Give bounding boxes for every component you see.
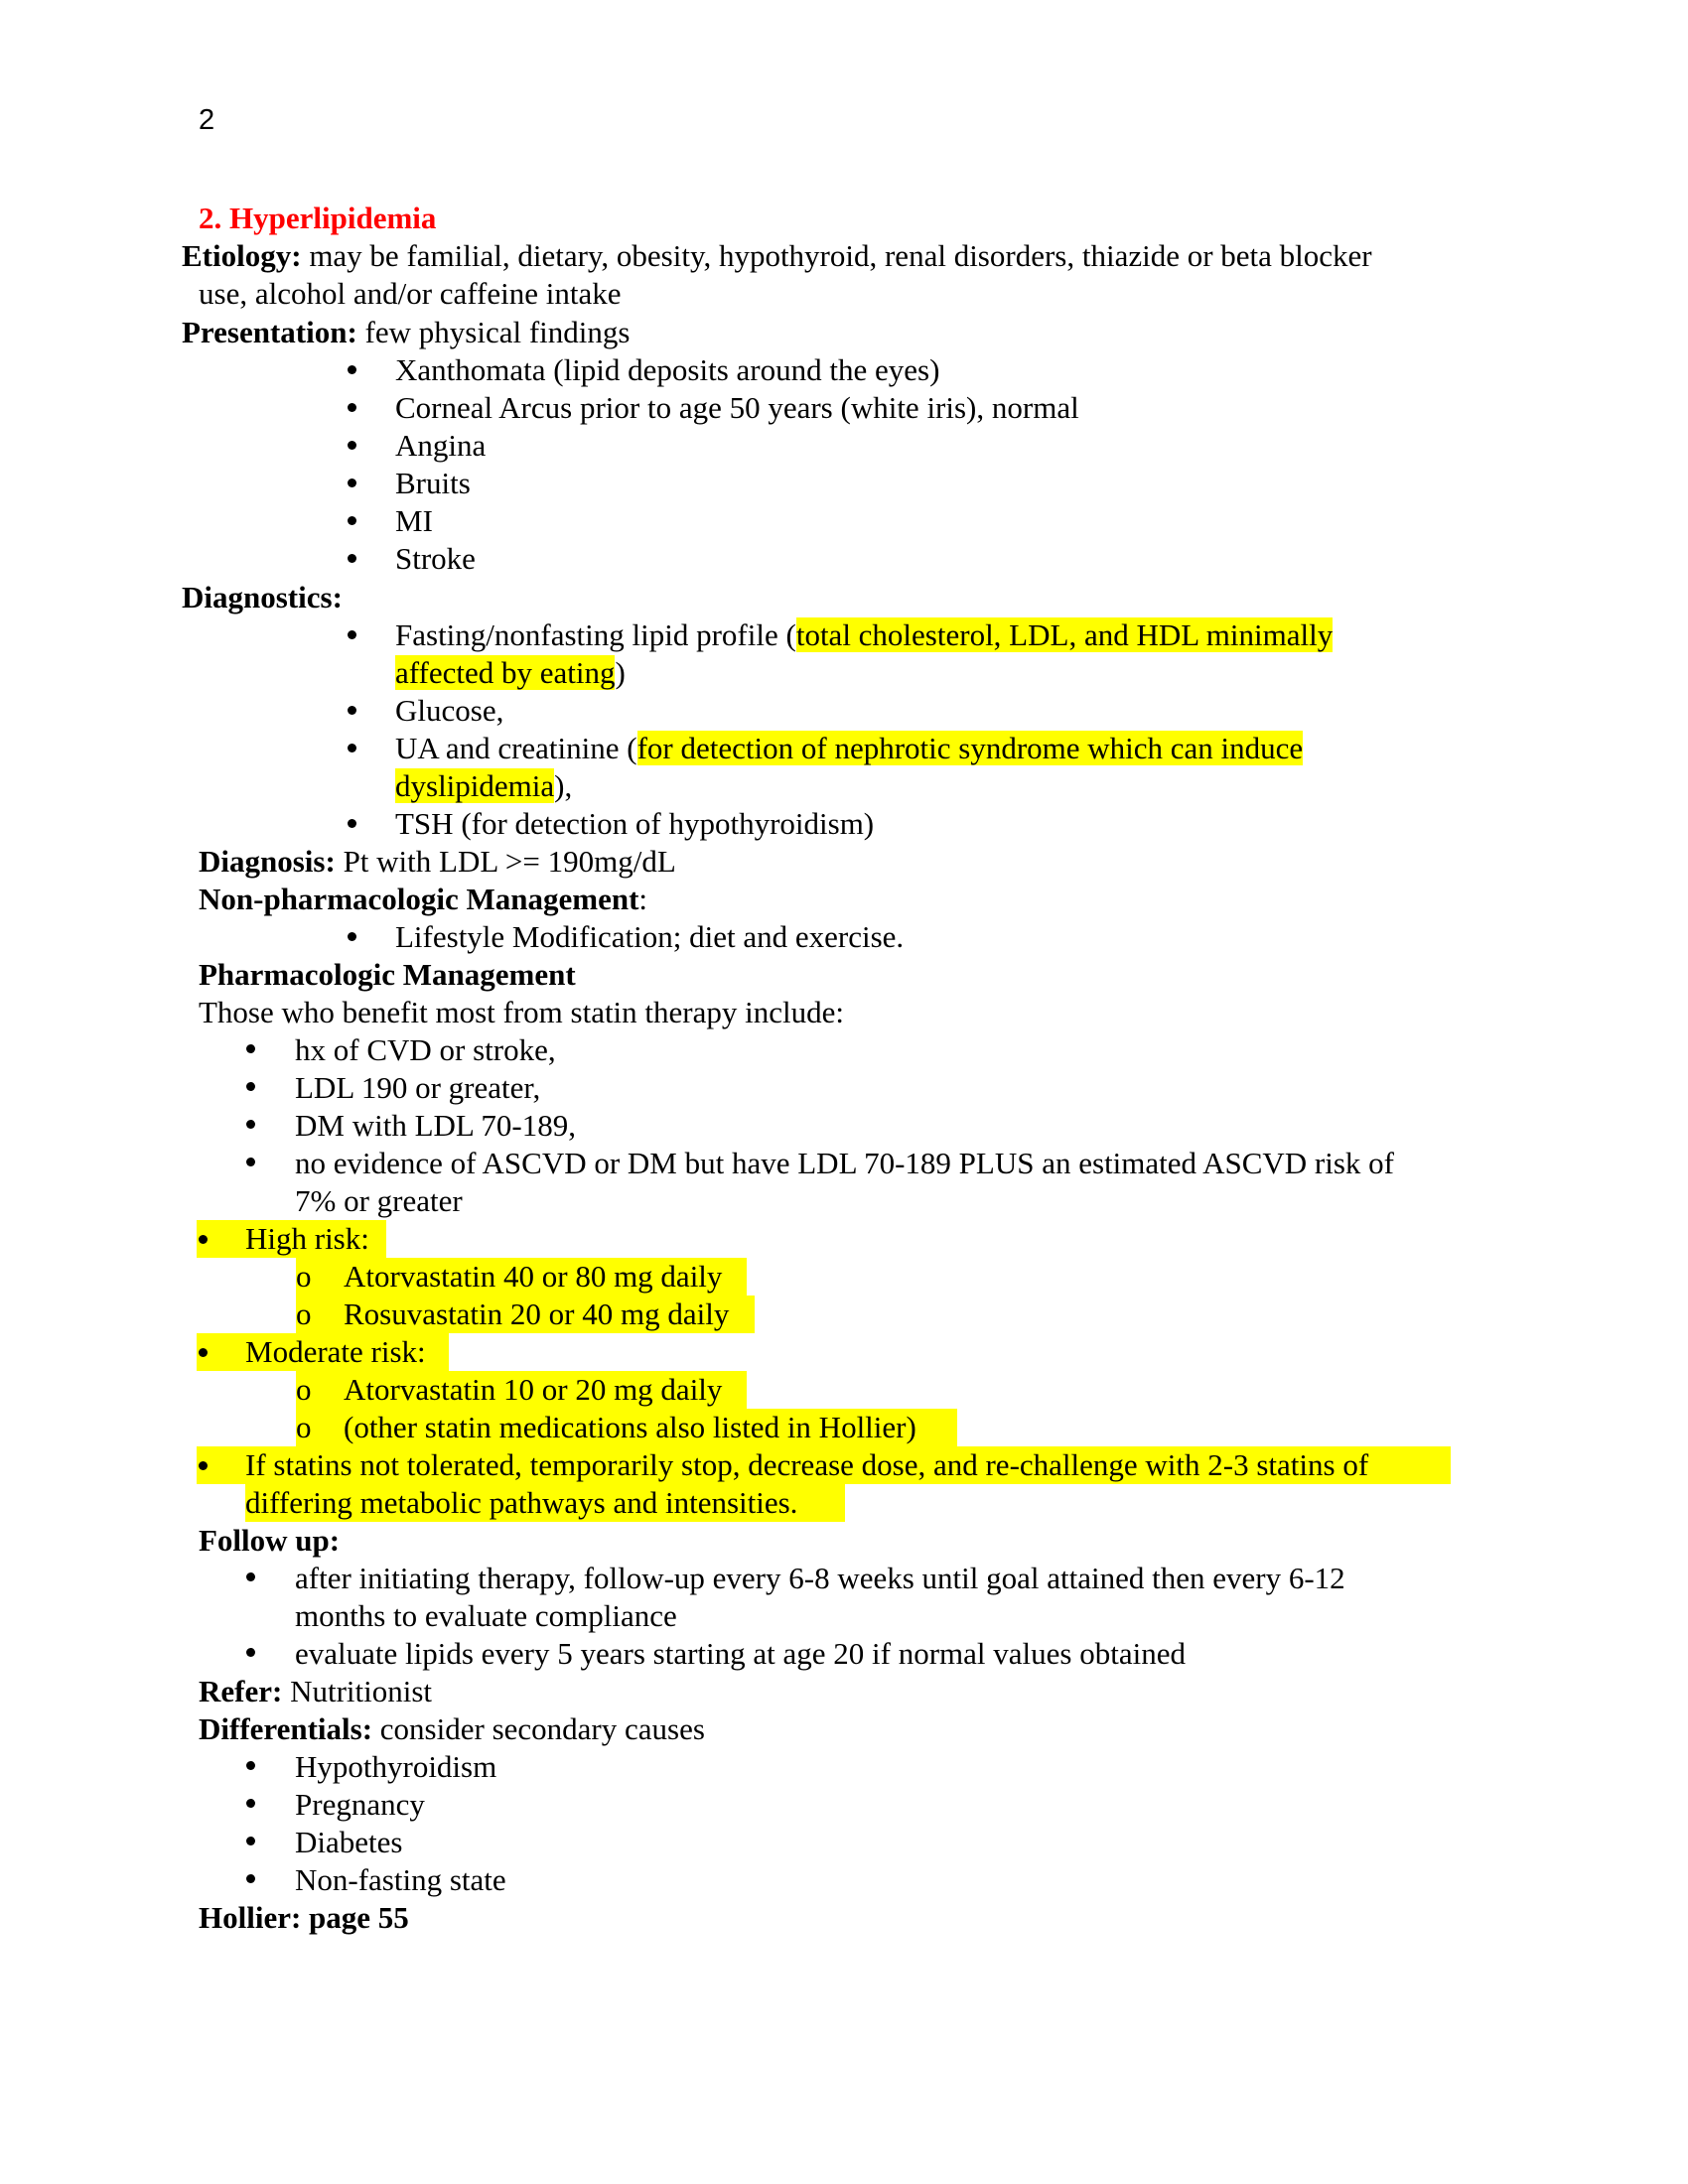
- bullet-icon: [246, 1799, 255, 1808]
- presentation-label: Presentation:: [182, 315, 357, 349]
- sub-bullet-icon: o: [296, 1259, 312, 1294]
- diagnostics-ua-line-2: [395, 767, 572, 805]
- followup-item-2: evaluate lipids every 5 years starting at age 20 if normal values obtained: [295, 1636, 1186, 1671]
- moderate-risk-label: Moderate risk:: [245, 1334, 426, 1369]
- refer-text: Nutritionist: [282, 1674, 433, 1708]
- ua-highlight-2: dyslipidemia: [395, 768, 555, 803]
- nonpharm-item: Lifestyle Modification; diet and exercise.: [395, 919, 905, 954]
- sub-bullet-icon: o: [296, 1410, 312, 1444]
- intolerant-line-2: differing metabolic pathways and intensities.: [245, 1485, 798, 1520]
- bullet-icon: [246, 1572, 255, 1581]
- nonpharm-line: [199, 881, 647, 918]
- bullet-icon: [199, 1461, 208, 1470]
- diagnostics-ua-line-1: [395, 730, 1303, 767]
- diagnosis-label: Diagnosis:: [199, 844, 336, 879]
- high-risk-sub-item: Rosuvastatin 20 or 40 mg daily: [344, 1297, 730, 1331]
- refer-line: [199, 1673, 432, 1710]
- section-title: 2. Hyperlipidemia: [199, 201, 437, 235]
- followup-label: Follow up:: [199, 1523, 341, 1558]
- bullet-icon: [199, 1348, 208, 1357]
- bullet-icon: [246, 1044, 255, 1053]
- lipid-close: ): [615, 655, 626, 690]
- diagnosis-line: [199, 843, 676, 881]
- differentials-line: [199, 1710, 705, 1748]
- differential-item: Diabetes: [295, 1825, 403, 1859]
- diagnostics-lipid-line-2: [395, 654, 626, 692]
- bullet-icon: [246, 1158, 255, 1166]
- bullet-icon: [348, 932, 356, 941]
- bullet-icon: [348, 706, 356, 715]
- sub-bullet-icon: o: [296, 1297, 312, 1331]
- nonpharm-colon: :: [638, 882, 648, 916]
- differentials-text: consider secondary causes: [372, 1711, 705, 1746]
- intolerant-line-1: If statins not tolerated, temporarily stop, decrease dose, and re-challenge with 2-3 statins of: [245, 1447, 1369, 1482]
- bullet-icon: [246, 1761, 255, 1770]
- differential-item: Non-fasting state: [295, 1862, 506, 1897]
- presentation-item: Corneal Arcus prior to age 50 years (white iris), normal: [395, 390, 1079, 425]
- lipid-highlight-2: affected by eating: [395, 655, 616, 690]
- bullet-icon: [348, 441, 356, 450]
- moderate-risk-sub-item: Atorvastatin 10 or 20 mg daily: [344, 1372, 723, 1407]
- refer-label: Refer:: [199, 1674, 283, 1708]
- presentation-text: few physical findings: [356, 315, 631, 349]
- diagnostics-tsh: TSH (for detection of hypothyroidism): [395, 806, 875, 841]
- differential-item: Pregnancy: [295, 1787, 425, 1822]
- benefit-item-last-1: no evidence of ASCVD or DM but have LDL 70-189 PLUS an estimated ASCVD risk of: [295, 1146, 1394, 1180]
- page-number: 2: [199, 104, 215, 136]
- high-risk-label: High risk:: [245, 1221, 369, 1256]
- pharm-label: Pharmacologic Management: [199, 957, 576, 992]
- differentials-label: Differentials:: [199, 1711, 373, 1746]
- high-risk-sub-item: Atorvastatin 40 or 80 mg daily: [344, 1259, 723, 1294]
- lipid-highlight-1: total cholesterol, LDL, and HDL minimally: [795, 617, 1334, 652]
- bullet-icon: [348, 819, 356, 828]
- diagnostics-label: Diagnostics:: [182, 580, 343, 614]
- diagnostics-glucose: Glucose,: [395, 693, 504, 728]
- sub-bullet-icon: o: [296, 1372, 312, 1407]
- bullet-icon: [348, 554, 356, 563]
- etiology-label: Etiology:: [182, 238, 302, 273]
- moderate-risk-sub-item: (other statin medications also listed in Hollier): [344, 1410, 916, 1444]
- benefit-item: LDL 190 or greater,: [295, 1070, 541, 1105]
- presentation-item: Xanthomata (lipid deposits around the eyes): [395, 352, 940, 387]
- bullet-icon: [199, 1235, 208, 1244]
- followup-item-1-line-1: after initiating therapy, follow-up every 6-8 weeks until goal attained then every 6-12: [295, 1561, 1345, 1595]
- etiology-text-2: use, alcohol and/or caffeine intake: [199, 276, 622, 311]
- bullet-icon: [246, 1082, 255, 1091]
- differential-item: Hypothyroidism: [295, 1749, 497, 1784]
- ua-close: ),: [554, 768, 573, 803]
- bullet-icon: [348, 630, 356, 639]
- bullet-icon: [348, 478, 356, 487]
- hollier-reference: Hollier: page 55: [199, 1900, 409, 1935]
- bullet-icon: [246, 1648, 255, 1657]
- benefit-item: hx of CVD or stroke,: [295, 1032, 556, 1067]
- presentation-item: MI: [395, 503, 433, 538]
- followup-item-1-line-2: months to evaluate compliance: [295, 1598, 677, 1633]
- diagnosis-text: Pt with LDL >= 190mg/dL: [335, 844, 676, 879]
- nonpharm-label: Non-pharmacologic Management: [199, 882, 639, 916]
- diagnostics-lipid-line-1: [395, 616, 1333, 654]
- etiology-line-1: [182, 237, 1372, 275]
- presentation-line: [182, 314, 630, 351]
- ua-highlight-1: for detection of nephrotic syndrome which can induce: [636, 731, 1304, 765]
- presentation-item: Bruits: [395, 466, 471, 500]
- lipid-text: Fasting/nonfasting lipid profile (: [395, 617, 796, 652]
- benefit-item-last-2: 7% or greater: [295, 1183, 463, 1218]
- presentation-item: Stroke: [395, 541, 476, 576]
- ua-text: UA and creatinine (: [395, 731, 637, 765]
- bullet-icon: [348, 744, 356, 752]
- bullet-icon: [246, 1874, 255, 1883]
- bullet-icon: [246, 1837, 255, 1845]
- bullet-icon: [348, 403, 356, 412]
- bullet-icon: [348, 516, 356, 525]
- benefit-item: DM with LDL 70-189,: [295, 1108, 576, 1143]
- etiology-text-1: may be familial, dietary, obesity, hypothyroid, renal disorders, thiazide or beta blocker: [301, 238, 1372, 273]
- presentation-item: Angina: [395, 428, 487, 463]
- bullet-icon: [246, 1120, 255, 1129]
- pharm-intro: Those who benefit most from statin therapy include:: [199, 995, 844, 1029]
- bullet-icon: [348, 365, 356, 374]
